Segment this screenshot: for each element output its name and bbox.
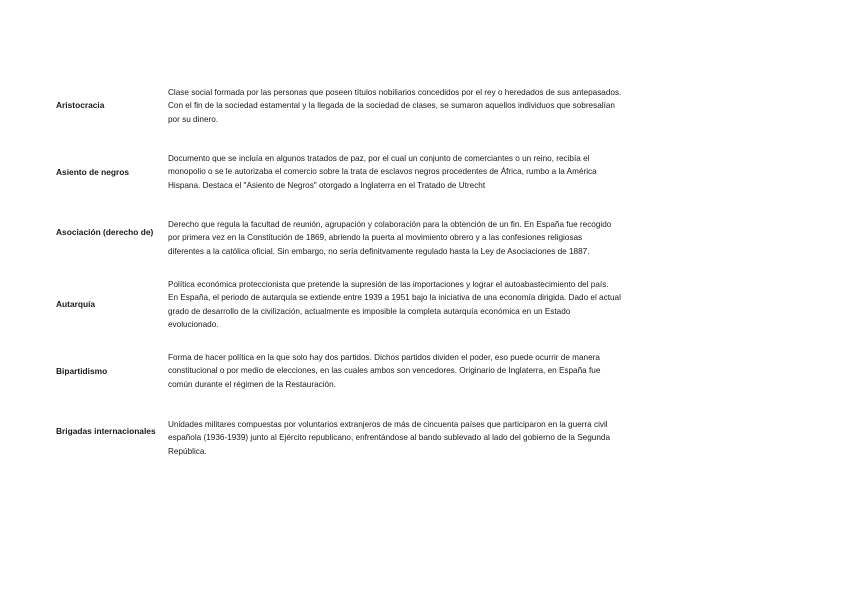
definition-line: española (1936-1939) junto al Ejército republicano, enfrentándose al bando sublevado al lado del gobierno de la Segunda	[168, 433, 610, 443]
definition-line: común durante el régimen de la Restauración.	[168, 379, 336, 389]
entry-definition	[168, 418, 716, 458]
definition-line: por primera vez en la Constitución de 1869, abriendo la puerta al movimiento obrero y a las confesiones religiosas	[168, 233, 583, 243]
definition-line: Unidades militares compuestas por voluntarios extranjeros de más de cincuenta países que participaron en la guerra civil	[168, 420, 608, 429]
definition-line: evolucionado.	[168, 319, 219, 329]
definition-line: monopolio o se le autorizaba el comercio sobre la trata de esclavos negros procedentes de África, rumbo a la América	[168, 167, 597, 177]
entry-definition	[168, 218, 716, 258]
definition-line: Política económica proteccionista que pretende la supresión de las importaciones y lograr el autoabastecimiento del país.	[168, 280, 609, 289]
entry-term: Asociación (derecho de)	[56, 227, 154, 237]
definition-line: Con el fin de la sociedad estamental y la llegada de la sociedad de clases, se sumaron aquellos individuos que sobresalían	[168, 101, 615, 111]
entry-term: Asiento de negros	[56, 167, 130, 177]
entry-definition	[168, 86, 716, 126]
definition-line: Documento que se incluía en algunos tratados de paz, por el cual un conjunto de comerciantes o un reino, recibía el	[168, 154, 590, 163]
entry-term: Brigadas internacionales	[56, 426, 156, 436]
definition-line: Clase social formada por las personas que poseen títulos nobiliarios concedidos por el rey o heredados de sus antepasados.	[168, 88, 622, 97]
definition-line: diferentes a la católica oficial. Sin embargo, no sería definitvamente regulado hasta la Ley de Asociaciones de 1887.	[168, 246, 590, 256]
definition-line: Hispana. Destaca el "Asiento de Negros" otorgado a Inglaterra en el Tratado de Utrecht	[168, 180, 486, 190]
definition-line: En España, el periodo de autarquía se extiende entre 1939 a 1951 bajo la iniciativa de una economía dirigida. Dado el actual	[168, 293, 621, 303]
entry-definition	[168, 278, 716, 331]
definition-line: grado de desarrollo de la civilización, actualmente es imposible la completa autarquía económica en un Estado	[168, 306, 571, 316]
definition-line: por su dinero.	[168, 114, 219, 124]
entry-definition	[168, 152, 716, 192]
definition-line: constitucional o por medio de elecciones, en las cuales ambos son vencedores. Originario de Inglaterra, en España fue	[168, 366, 601, 376]
definition-line: República.	[168, 446, 207, 456]
entry-definition	[168, 351, 716, 391]
entry-term: Autarquía	[56, 299, 96, 309]
entry-term: Aristocracia	[56, 100, 105, 110]
entry-term: Bipartidismo	[56, 366, 108, 376]
definition-line: Derecho que regula la facultad de reunión, agrupación y colaboración para la obtención de un fin. En España fue recogido	[168, 220, 612, 229]
definition-line: Forma de hacer política en la que solo hay dos partidos. Dichos partidos dividen el poder, eso puede ocurrir de manera	[168, 353, 600, 362]
